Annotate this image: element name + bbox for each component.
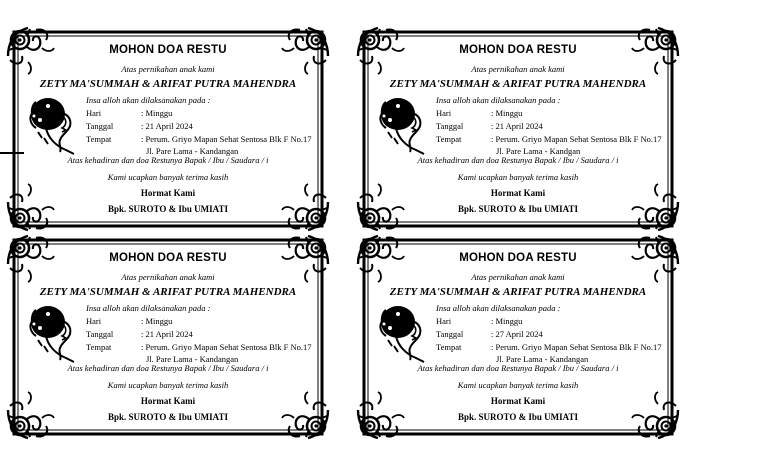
tanggal-row — [86, 329, 193, 339]
tempat-value: : Perum. Griyo Mapan Sehat Sentosa Blk F No.17 — [141, 134, 312, 144]
card-title: MOHON DOA RESTU — [109, 252, 227, 264]
regards-text: Hormat Kami — [490, 396, 546, 406]
schedule-intro: Insa alloh akan dilaksanakan pada : — [86, 303, 211, 313]
tempat-row — [86, 342, 311, 352]
thanks-text: Kami ucapkan banyak terima kasih — [107, 380, 229, 390]
hari-label: Hari — [436, 316, 452, 326]
tempat-value: : Perum. Griyo Mapan Sehat Sentosa Blk F No.17 — [491, 342, 662, 352]
tempat-value: : Perum. Griyo Mapan Sehat Sentosa Blk F No.17 — [491, 134, 662, 144]
regards-text: Hormat Kami — [140, 396, 196, 406]
presence-text: Atas kehadiran dan doa Restunya Bapak / Ibu / Saudara / i — [67, 363, 269, 373]
schedule-intro: Insa alloh akan dilaksanakan pada : — [436, 303, 561, 313]
presence-text: Atas kehadiran dan doa Restunya Bapak / Ibu / Saudara / i — [67, 155, 269, 165]
hari-label: Hari — [436, 108, 452, 118]
hari-label: Hari — [86, 316, 102, 326]
tempat-row — [436, 342, 661, 352]
woman-figure-icon — [370, 92, 432, 158]
hari-row — [436, 108, 522, 118]
intro-text: Atas pernikahan anak kami — [121, 64, 215, 74]
card-title: MOHON DOA RESTU — [109, 44, 227, 56]
card-title: MOHON DOA RESTU — [459, 252, 577, 264]
tempat-label: Tempat — [436, 134, 462, 144]
hari-row — [86, 316, 172, 326]
invitation-card — [356, 234, 680, 440]
presence-text: Atas kehadiran dan doa Restunya Bapak / Ibu / Saudara / i — [417, 363, 619, 373]
tempat-value: : Perum. Griyo Mapan Sehat Sentosa Blk F No.17 — [141, 342, 312, 352]
schedule-intro: Insa alloh akan dilaksanakan pada : — [436, 95, 561, 105]
couple-names: ZETY MA'SUMMAH & ARIFAT PUTRA MAHENDRA — [389, 286, 647, 298]
tempat-label: Tempat — [436, 342, 462, 352]
hari-row — [436, 316, 522, 326]
tanggal-value: : 21 April 2024 — [141, 329, 193, 339]
tanggal-row — [436, 329, 543, 339]
tempat-label: Tempat — [86, 134, 112, 144]
intro-text: Atas pernikahan anak kami — [121, 272, 215, 282]
thanks-text: Kami ucapkan banyak terima kasih — [457, 380, 579, 390]
signature-names: Bpk. SUROTO & Ibu UMIATI — [458, 412, 578, 422]
hari-value: : Minggu — [141, 316, 173, 326]
thanks-text: Kami ucapkan banyak terima kasih — [107, 172, 229, 182]
invitation-card — [356, 26, 680, 232]
signature-names: Bpk. SUROTO & Ibu UMIATI — [108, 412, 228, 422]
woman-figure-icon — [20, 92, 82, 158]
couple-names: ZETY MA'SUMMAH & ARIFAT PUTRA MAHENDRA — [39, 78, 297, 90]
tempat-row — [86, 134, 311, 144]
tempat-value-line2: Jl. Pare Lama - Kandangan — [496, 354, 589, 364]
schedule-intro: Insa alloh akan dilaksanakan pada : — [86, 95, 211, 105]
tanggal-value: : 21 April 2024 — [141, 121, 193, 131]
thanks-text: Kami ucapkan banyak terima kasih — [457, 172, 579, 182]
tanggal-value: : 27 April 2024 — [491, 329, 543, 339]
woman-figure-icon — [20, 300, 82, 366]
signature-names: Bpk. SUROTO & Ibu UMIATI — [108, 204, 228, 214]
tempat-value-line2: Jl. Pare Lama - Kandgan — [496, 146, 581, 156]
tempat-row — [436, 134, 661, 144]
intro-text: Atas pernikahan anak kami — [471, 272, 565, 282]
intro-text: Atas pernikahan anak kami — [471, 64, 565, 74]
signature-names: Bpk. SUROTO & Ibu UMIATI — [458, 204, 578, 214]
card-title: MOHON DOA RESTU — [459, 44, 577, 56]
regards-text: Hormat Kami — [140, 188, 196, 198]
tanggal-label: Tanggal — [436, 329, 464, 339]
hari-value: : Minggu — [491, 316, 523, 326]
couple-names: ZETY MA'SUMMAH & ARIFAT PUTRA MAHENDRA — [39, 286, 297, 298]
hari-row — [86, 108, 172, 118]
presence-text: Atas kehadiran dan doa Restunya Bapak / Ibu / Saudara / i — [417, 155, 619, 165]
invitation-card — [6, 26, 330, 232]
tanggal-label: Tanggal — [436, 121, 464, 131]
tanggal-value: : 21 April 2024 — [491, 121, 543, 131]
tempat-value-line2: Jl. Pare Lama - Kandangan — [146, 146, 239, 156]
tanggal-row — [86, 121, 193, 131]
tanggal-label: Tanggal — [86, 329, 114, 339]
couple-names: ZETY MA'SUMMAH & ARIFAT PUTRA MAHENDRA — [389, 78, 647, 90]
hari-value: : Minggu — [141, 108, 173, 118]
invitation-card — [6, 234, 330, 440]
hari-label: Hari — [86, 108, 102, 118]
tanggal-label: Tanggal — [86, 121, 114, 131]
tempat-value-line2: Jl. Pare Lama - Kandangan — [146, 354, 239, 364]
hari-value: : Minggu — [491, 108, 523, 118]
tanggal-row — [436, 121, 543, 131]
regards-text: Hormat Kami — [490, 188, 546, 198]
woman-figure-icon — [370, 300, 432, 366]
tempat-label: Tempat — [86, 342, 112, 352]
